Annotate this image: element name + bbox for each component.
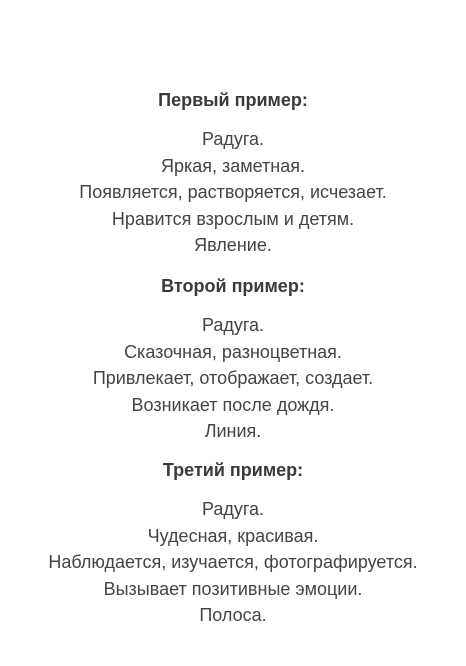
poem-line: Линия. [204, 421, 262, 442]
example-third [0, 458, 466, 629]
poem-line: Нравится взрослым и детям. [111, 208, 355, 229]
poem-line: Явление. [194, 235, 272, 256]
poem-line: Яркая, заметная. [160, 155, 306, 176]
example-heading: Третий пример: [162, 460, 304, 480]
poem-line: Радуга. [201, 499, 265, 519]
example-heading: Второй пример: [161, 276, 305, 296]
poem-line: Наблюдается, изучается, фотографируется. [48, 552, 418, 573]
poem-line: Вызывает позитивные эмоции. [103, 578, 363, 599]
poem-line: Появляется, растворяется, исчезает. [79, 182, 387, 203]
example-first [0, 88, 466, 259]
poem-line: Чудесная, красивая. [147, 525, 319, 546]
poem-line: Сказочная, разноцветная. [124, 341, 342, 362]
poem-line: Радуга. [201, 315, 265, 335]
poem-line: Привлекает, отображает, создает. [92, 368, 374, 389]
example-heading: Первый пример: [158, 90, 308, 110]
example-second [0, 274, 466, 445]
poem-line: Возникает после дождя. [131, 394, 335, 415]
poem-line: Полоса. [199, 605, 267, 626]
poem-line: Радуга. [201, 129, 265, 149]
